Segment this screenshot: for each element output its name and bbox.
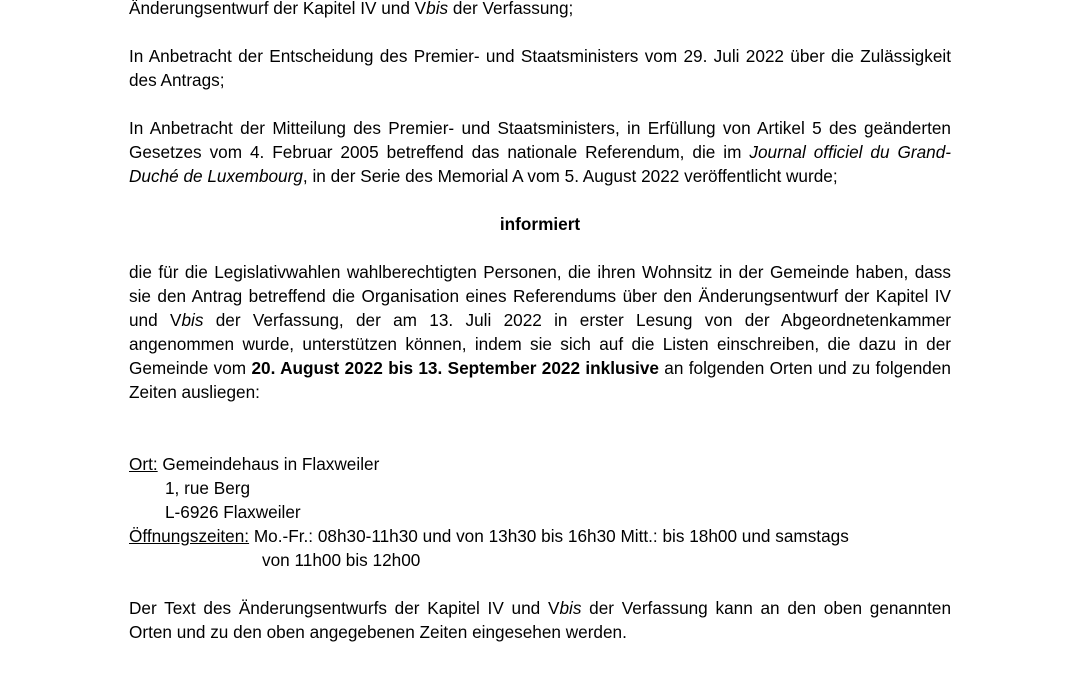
journal-title: Journal officiel du Grand-Duché de Luxembourg [129,142,951,186]
location-value: Gemeindehaus in Flaxweiler [157,454,380,474]
date-range: 20. August 2022 bis 13. September 2022 inklusive [251,358,659,378]
para4-bis: bis [181,310,204,330]
para3-text-a: In Anbetracht der Mitteilung des Premier- und Staatsministers, in Erfüllung von Artikel 5 des geänderten Gesetzes vom 4. Februar 2005 betreffend das nationale Referendum, die im [129,118,951,162]
location-street: 1, rue Berg [165,478,251,498]
intro-text: Änderungsentwurf der Kapitel IV und V [129,0,427,18]
document-page [129,0,951,644]
location-line [129,452,951,476]
intro-bis: bis [426,0,449,18]
location-postal: L-6926 Flaxweiler [165,502,301,522]
location-label: Ort: [129,454,158,474]
para4-text-b: der Verfassung, der am 13. Juli 2022 in erster Lesung von der Abgeordnetenkammer angenommen wurde, unterstützen können, indem sie sich auf die Listen einschreiben, die dazu in der Gemeinde vom [129,310,951,378]
intro-end: der Verfassung; [448,0,574,18]
para4-text-c: an folgenden Orten und zu folgenden Zeiten ausliegen: [129,358,951,402]
para5-bis: bis [559,598,582,618]
para3-text-b: , in der Serie des Memorial A vom 5. August 2022 veröffentlicht wurde; [302,166,838,186]
paragraph-decision: In Anbetracht der Entscheidung des Premier- und Staatsministers vom 29. Juli 2022 über die Zulässigkeit des Antrags; [129,46,951,90]
para5-text-b: der Verfassung kann an den oben genannten Orten und zu den oben angegebenen Zeiten eingesehen werden. [129,598,952,642]
intro-line [129,0,951,20]
hours-line2: von 11h00 bis 12h00 [262,550,421,570]
hours-line1: Mo.-Fr.: 08h30-11h30 und von 13h30 bis 16h30 Mitt.: bis 18h00 und samstags [249,526,849,546]
heading-informiert: informiert [499,214,581,234]
paragraph-information [129,260,951,404]
hours-line [129,524,951,548]
para5-text-a: Der Text des Änderungsentwurfs der Kapitel IV und V [129,598,560,618]
para4-text-a: die für die Legislativwahlen wahlberechtigten Personen, die ihren Wohnsitz in der Gemeinde haben, dass sie den Antrag betreffend die Organisation eines Referendums über den Änderungsentwurf der Kapitel IV und V [129,262,951,330]
hours-label: Öffnungszeiten: [129,526,250,546]
paragraph-communication [129,116,951,188]
paragraph-text-availability [129,596,951,644]
